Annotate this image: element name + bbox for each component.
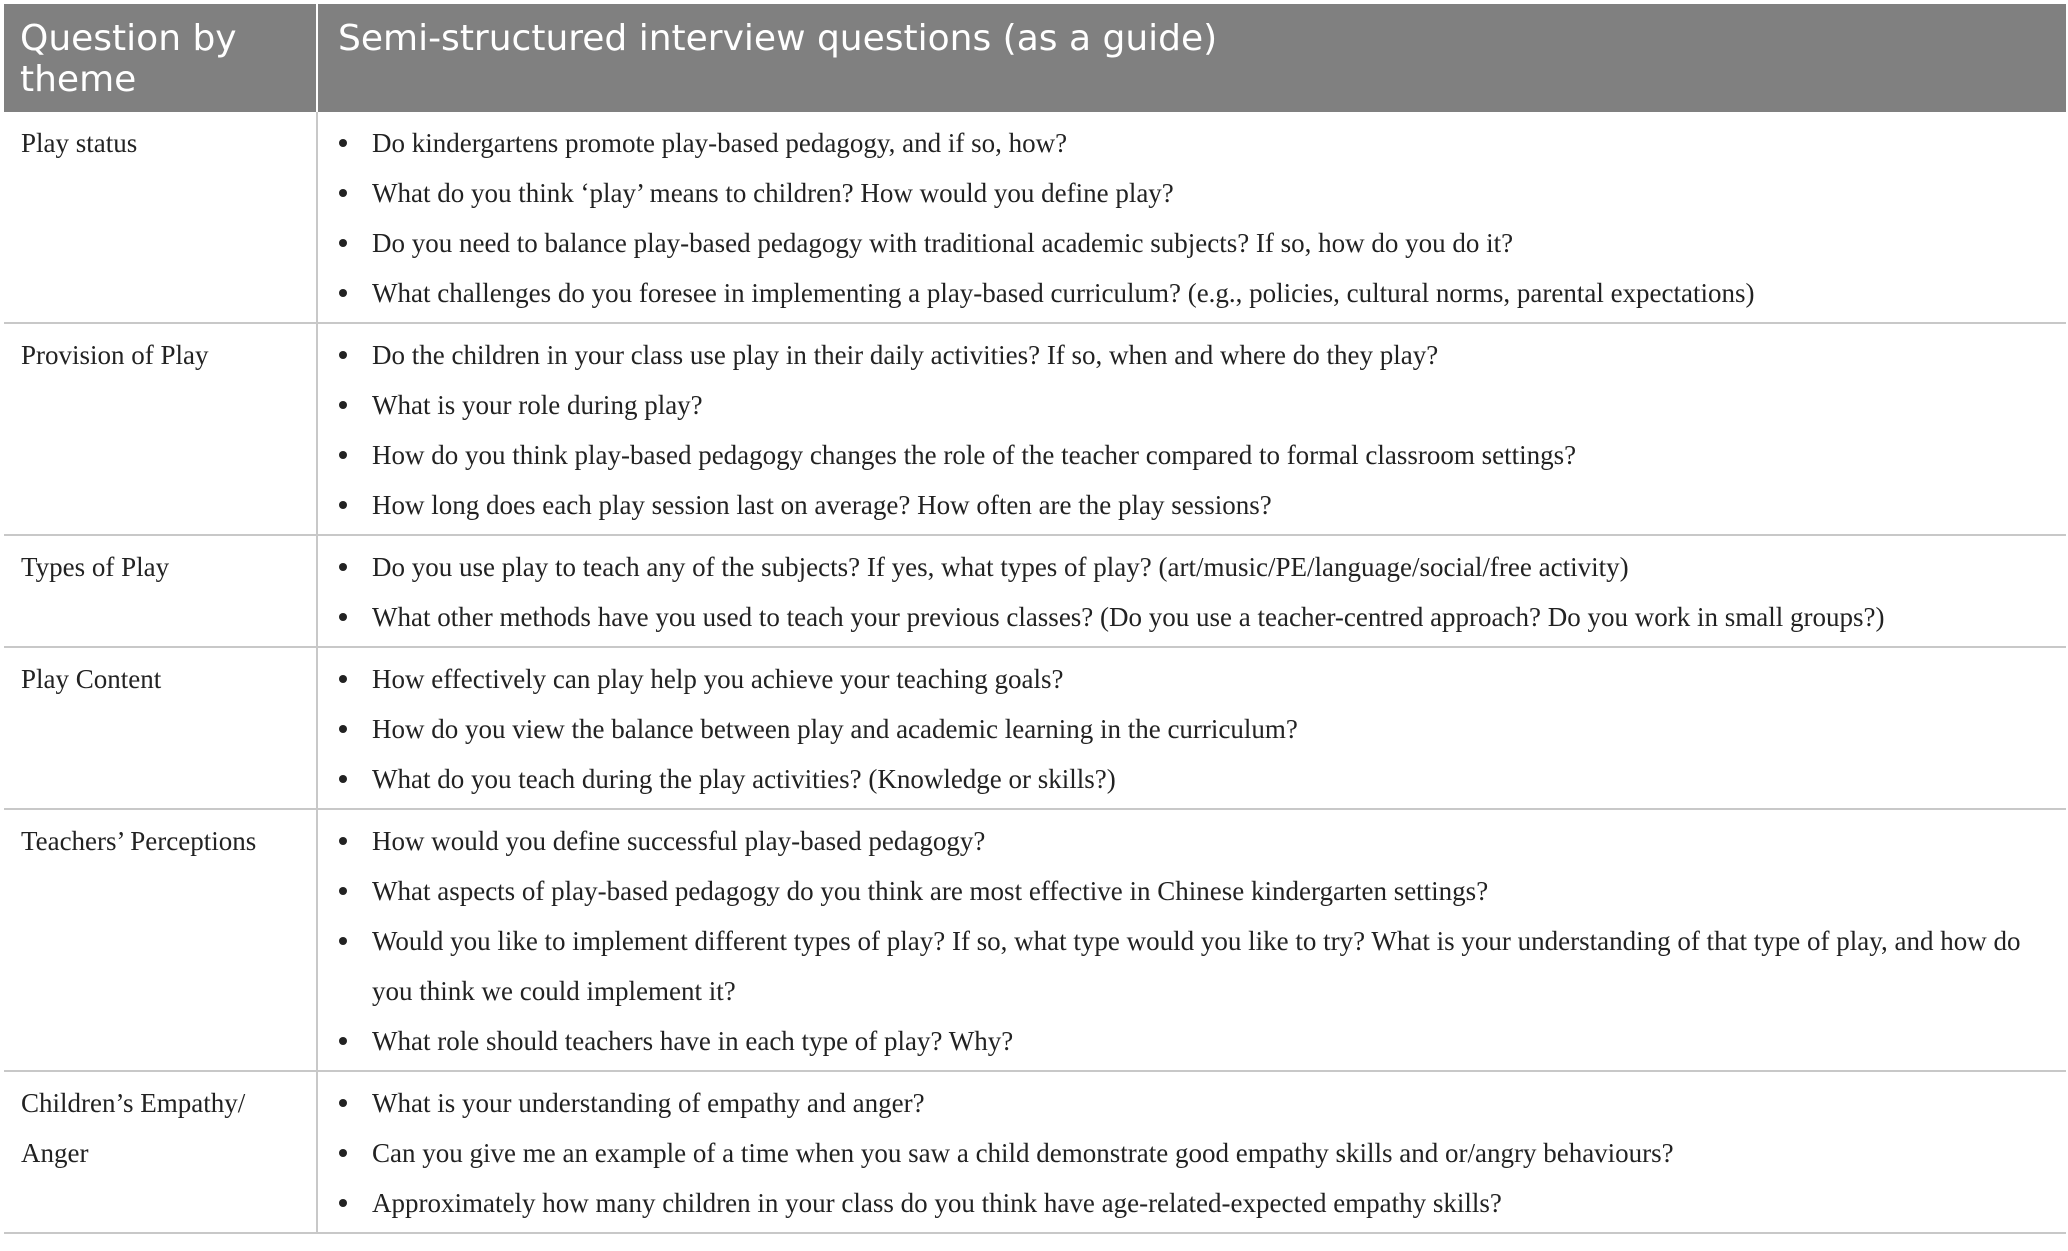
question-item: What role should teachers have in each type of play? Why? <box>338 1016 2036 1066</box>
header-questions: Semi-structured interview questions (as a guide) <box>317 4 2066 112</box>
theme-cell: Teachers’ Perceptions <box>4 809 317 1071</box>
question-item: Can you give me an example of a time when you saw a child demonstrate good empathy skills and or/angry behaviours? <box>338 1128 2036 1178</box>
theme-cell: Types of Play <box>4 535 317 647</box>
table-row <box>4 809 2066 1071</box>
table-header <box>4 4 2066 112</box>
question-list <box>338 542 2036 642</box>
question-item: Approximately how many children in your class do you think have age-related-expected empathy skills? <box>338 1178 2036 1228</box>
question-item: What aspects of play-based pedagogy do you think are most effective in Chinese kindergarten settings? <box>338 866 2036 916</box>
theme-cell: Play Content <box>4 647 317 809</box>
table-row <box>4 647 2066 809</box>
question-item: How would you define successful play-based pedagogy? <box>338 816 2036 866</box>
question-item: How do you think play-based pedagogy changes the role of the teacher compared to formal classroom settings? <box>338 430 2036 480</box>
questions-cell <box>317 323 2066 535</box>
question-list <box>338 118 2036 318</box>
theme-cell: Play status <box>4 112 317 323</box>
question-list <box>338 330 2036 530</box>
questions-cell <box>317 535 2066 647</box>
question-item: Would you like to implement different types of play? If so, what type would you like to try? What is your understanding of that type of play, and how do you think we could implement it? <box>338 916 2036 1016</box>
question-item: Do kindergartens promote play-based pedagogy, and if so, how? <box>338 118 2036 168</box>
interview-questions-table <box>4 4 2066 1234</box>
question-item: What is your role during play? <box>338 380 2036 430</box>
table-row <box>4 323 2066 535</box>
question-item: How long does each play session last on average? How often are the play sessions? <box>338 480 2036 530</box>
table-row <box>4 535 2066 647</box>
question-item: What do you teach during the play activities? (Knowledge or skills?) <box>338 754 2036 804</box>
table-row <box>4 1071 2066 1233</box>
question-item: Do you use play to teach any of the subjects? If yes, what types of play? (art/music/PE/language/social/free activity) <box>338 542 2036 592</box>
questions-cell <box>317 809 2066 1071</box>
question-item: What challenges do you foresee in implementing a play-based curriculum? (e.g., policies, cultural norms, parental expectations) <box>338 268 2036 318</box>
question-item: Do the children in your class use play in their daily activities? If so, when and where do they play? <box>338 330 2036 380</box>
question-item: What is your understanding of empathy and anger? <box>338 1078 2036 1128</box>
theme-cell: Children’s Empathy/ Anger <box>4 1071 317 1233</box>
question-list <box>338 816 2036 1066</box>
interview-questions-table-container <box>4 4 2066 1234</box>
question-list <box>338 1078 2036 1228</box>
question-list <box>338 654 2036 804</box>
question-item: Do you need to balance play-based pedagogy with traditional academic subjects? If so, how do you do it? <box>338 218 2036 268</box>
question-item: How effectively can play help you achieve your teaching goals? <box>338 654 2036 704</box>
questions-cell <box>317 112 2066 323</box>
header-row <box>4 4 2066 112</box>
questions-cell <box>317 647 2066 809</box>
theme-cell: Provision of Play <box>4 323 317 535</box>
question-item: How do you view the balance between play and academic learning in the curriculum? <box>338 704 2036 754</box>
table-body <box>4 112 2066 1233</box>
questions-cell <box>317 1071 2066 1233</box>
question-item: What other methods have you used to teach your previous classes? (Do you use a teacher-centred approach? Do you work in small groups?) <box>338 592 2036 642</box>
table-row <box>4 112 2066 323</box>
question-item: What do you think ‘play’ means to children? How would you define play? <box>338 168 2036 218</box>
header-theme: Question by theme <box>4 4 317 112</box>
